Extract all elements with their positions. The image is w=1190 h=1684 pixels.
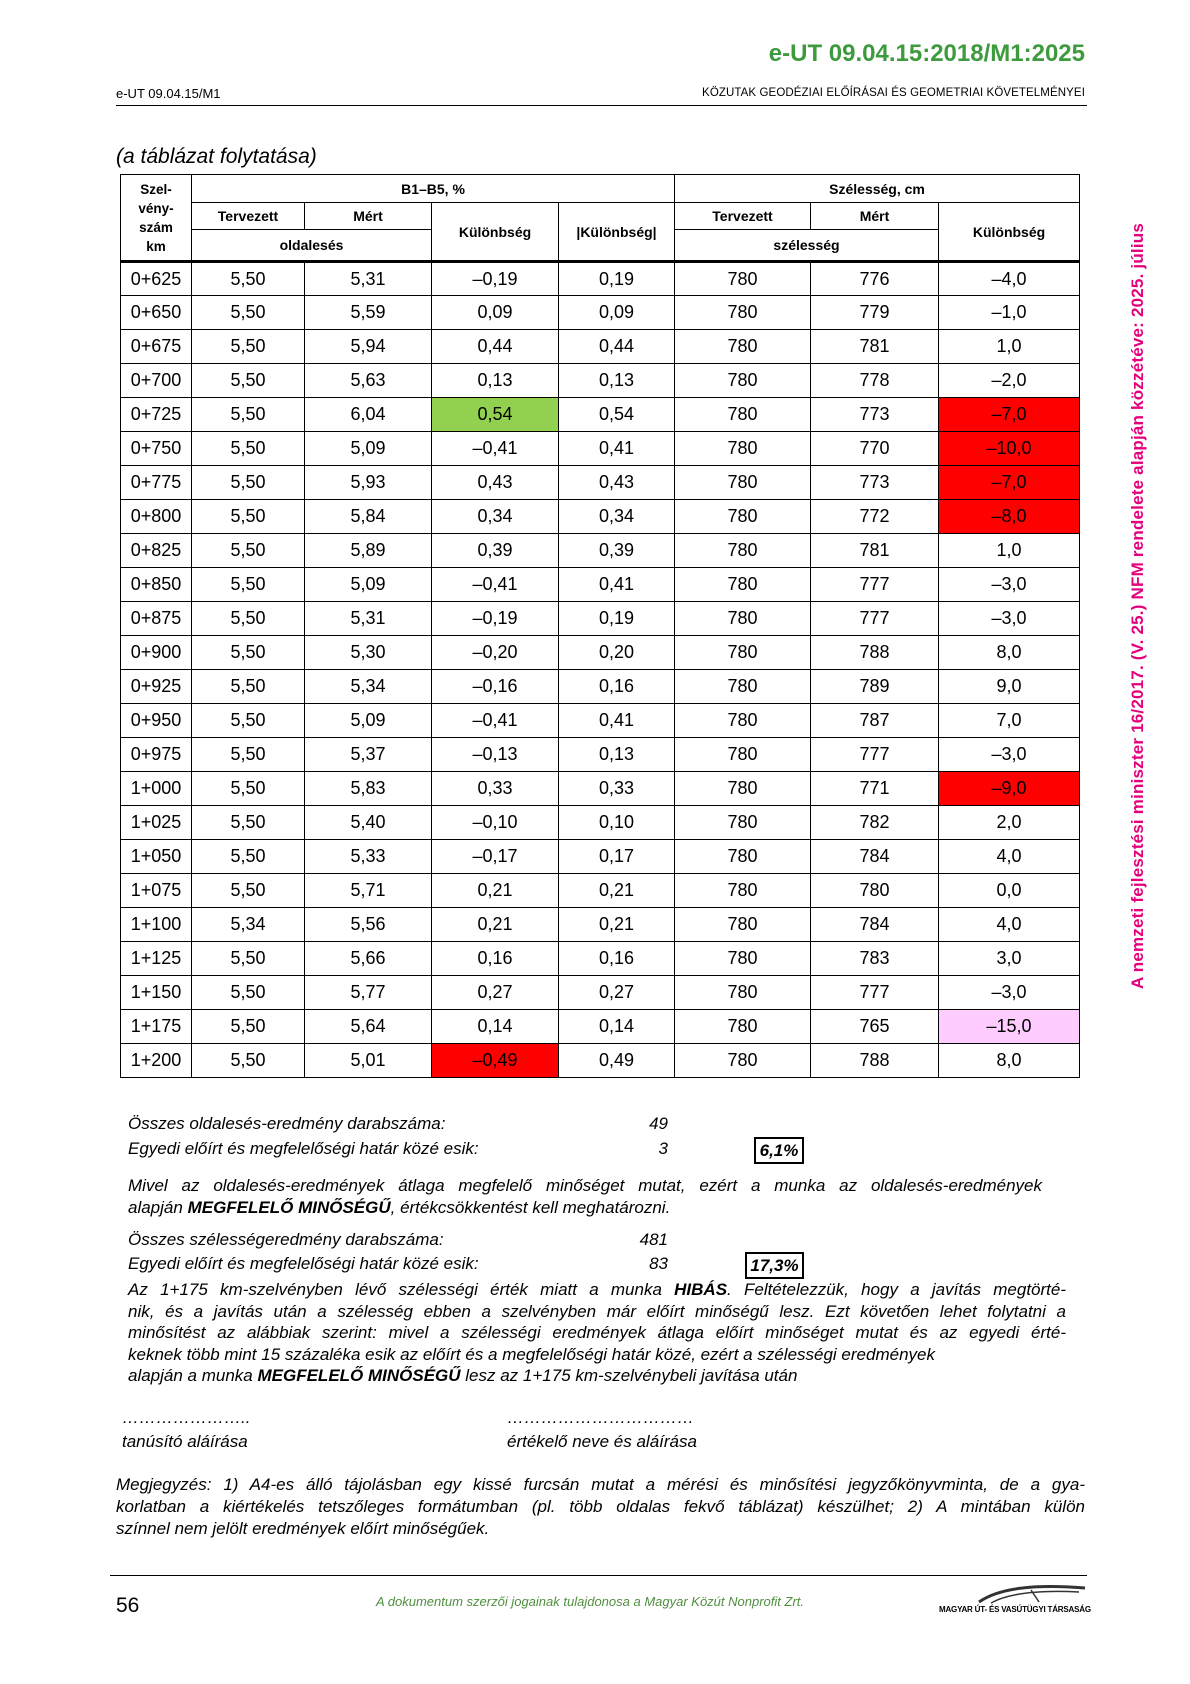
station-cell: 1+075: [121, 874, 192, 908]
designed-width-cell: 780: [675, 738, 811, 772]
text-segment: , értékcsökkentést kell meghatározni.: [390, 1197, 671, 1217]
crossfall-difference-cell: –0,16: [432, 670, 559, 704]
table-row: [121, 500, 1080, 534]
width-difference-cell: –9,0: [939, 772, 1080, 806]
table-row: [121, 262, 1080, 296]
width-difference-cell: –15,0: [939, 1010, 1080, 1044]
designed-crossfall-cell: 5,50: [192, 432, 305, 466]
designed-width-cell: 780: [675, 398, 811, 432]
width-difference-header: Különbség: [939, 203, 1080, 262]
footer-rule: [110, 1575, 1087, 1576]
crossfall-difference-cell: –0,41: [432, 432, 559, 466]
crossfall-difference-cell: 0,21: [432, 874, 559, 908]
table-row: [121, 840, 1080, 874]
measured-crossfall-cell: 5,33: [305, 840, 432, 874]
emphasis-text: MEGFELELŐ MINŐSÉGŰ: [257, 1366, 461, 1385]
crossfall-difference-cell: 0,33: [432, 772, 559, 806]
width-total-label: Összes szélességeredmény darabszáma:: [128, 1230, 444, 1249]
publisher-logo: [939, 1582, 1091, 1614]
crossfall-difference-cell: –0,13: [432, 738, 559, 772]
measured-crossfall-cell: 5,01: [305, 1044, 432, 1078]
text-line: Megjegyzés: 1) A4-es álló tájolásban egy kissé furcsán mutat a mérési és minősítési jegyzőkönyvminta, de a gya-: [116, 1475, 1085, 1494]
width-difference-cell: 1,0: [939, 330, 1080, 364]
measured-crossfall-cell: 5,89: [305, 534, 432, 568]
measured-width-cell: 776: [811, 262, 939, 296]
measured-crossfall-cell: 5,31: [305, 602, 432, 636]
table-caption: (a táblázat folytatása): [116, 145, 317, 168]
station-cell: 0+775: [121, 466, 192, 500]
width-difference-cell: –8,0: [939, 500, 1080, 534]
header-rule: [116, 105, 1087, 106]
width-difference-cell: –7,0: [939, 398, 1080, 432]
designed-crossfall-cell: 5,50: [192, 398, 305, 432]
table-row: [121, 670, 1080, 704]
measured-width-cell: 779: [811, 296, 939, 330]
table-row: [121, 908, 1080, 942]
crossfall-difference-header: Különbség: [432, 203, 559, 262]
station-header-line: szám: [139, 219, 173, 235]
designed-crossfall-cell: 5,50: [192, 330, 305, 364]
measured-width-cell: 778: [811, 364, 939, 398]
crossfall-abs-difference-cell: 0,17: [559, 840, 675, 874]
designed-width-cell: 780: [675, 296, 811, 330]
table-row: [121, 636, 1080, 670]
width-conclusion: [128, 1279, 1066, 1387]
text-line: [128, 1197, 1042, 1219]
station-cell: 0+625: [121, 262, 192, 296]
designed-crossfall-cell: 5,50: [192, 534, 305, 568]
designed-crossfall-cell: 5,50: [192, 670, 305, 704]
crossfall-abs-difference-cell: 0,39: [559, 534, 675, 568]
crossfall-difference-cell: 0,39: [432, 534, 559, 568]
measurement-table: [120, 174, 1080, 1078]
crossfall-difference-cell: 0,09: [432, 296, 559, 330]
measured-width-cell: 777: [811, 738, 939, 772]
side-publication-note: A nemzeti fejlesztési miniszter 16/2017. (V. 25.) NFM rendelete alapján közzétéve: 2025. július: [1128, 222, 1147, 990]
crossfall-range-label: Egyedi előírt és megfelelőségi határ közé esik:: [128, 1139, 479, 1158]
designed-width-cell: 780: [675, 704, 811, 738]
measured-width-header: Mért: [811, 203, 939, 230]
text-line: Mivel az oldalesés-eredmények átlaga megfelelő minőséget mutat, ezért a munka az oldalesés-eredmények: [128, 1176, 1042, 1195]
station-cell: 0+950: [121, 704, 192, 738]
designed-width-cell: 780: [675, 1044, 811, 1078]
measured-crossfall-cell: 6,04: [305, 398, 432, 432]
designed-width-cell: 780: [675, 364, 811, 398]
width-difference-cell: 3,0: [939, 942, 1080, 976]
crossfall-abs-difference-header: |Különbség|: [559, 203, 675, 262]
designed-width-cell: 780: [675, 602, 811, 636]
crossfall-difference-cell: 0,27: [432, 976, 559, 1010]
document-code: e-UT 09.04.15:2018/M1:2025: [768, 40, 1085, 67]
station-cell: 0+750: [121, 432, 192, 466]
crossfall-abs-difference-cell: 0,16: [559, 942, 675, 976]
measured-crossfall-cell: 5,93: [305, 466, 432, 500]
measured-width-cell: 771: [811, 772, 939, 806]
measured-width-cell: 777: [811, 976, 939, 1010]
measured-crossfall-cell: 5,83: [305, 772, 432, 806]
text-segment: Az 1+175 km-szelvényben lévő szélességi érték miatt a munka: [128, 1280, 675, 1299]
designed-width-cell: 780: [675, 806, 811, 840]
designed-crossfall-cell: 5,50: [192, 262, 305, 296]
width-range-label: Egyedi előírt és megfelelőségi határ közé esik:: [128, 1254, 479, 1273]
designed-crossfall-cell: 5,50: [192, 568, 305, 602]
width-percent-box: 17,3%: [745, 1252, 804, 1279]
station-cell: 0+875: [121, 602, 192, 636]
designed-width-cell: 780: [675, 874, 811, 908]
crossfall-abs-difference-cell: 0,10: [559, 806, 675, 840]
designed-width-cell: 780: [675, 466, 811, 500]
designed-width-cell: 780: [675, 534, 811, 568]
text-segment: alapján: [128, 1197, 188, 1217]
table-row: [121, 874, 1080, 908]
crossfall-difference-cell: 0,54: [432, 398, 559, 432]
table-row: [121, 296, 1080, 330]
measured-crossfall-cell: 5,31: [305, 262, 432, 296]
crossfall-abs-difference-cell: 0,19: [559, 602, 675, 636]
crossfall-difference-cell: 0,43: [432, 466, 559, 500]
width-difference-cell: 9,0: [939, 670, 1080, 704]
crossfall-abs-difference-cell: 0,44: [559, 330, 675, 364]
measured-crossfall-header: Mért: [305, 203, 432, 230]
designed-crossfall-cell: 5,34: [192, 908, 305, 942]
width-difference-cell: 1,0: [939, 534, 1080, 568]
designed-width-cell: 780: [675, 330, 811, 364]
width-difference-cell: 4,0: [939, 908, 1080, 942]
width-difference-cell: –3,0: [939, 738, 1080, 772]
designed-width-cell: 780: [675, 1010, 811, 1044]
measured-crossfall-cell: 5,56: [305, 908, 432, 942]
width-total-value: 481: [639, 1230, 668, 1249]
width-difference-cell: 8,0: [939, 1044, 1080, 1078]
evaluator-signature-label: értékelő neve és aláírása: [507, 1432, 697, 1451]
crossfall-percent-box: 6,1%: [754, 1137, 804, 1164]
station-cell: 1+000: [121, 772, 192, 806]
crossfall-abs-difference-cell: 0,27: [559, 976, 675, 1010]
station-cell: 0+650: [121, 296, 192, 330]
table-row: [121, 704, 1080, 738]
designed-width-cell: 780: [675, 670, 811, 704]
designed-crossfall-cell: 5,50: [192, 772, 305, 806]
certifier-signature-line: …………………..: [122, 1408, 251, 1427]
station-header: [121, 175, 192, 262]
logo-text: MAGYAR ÚT- ÉS VASÚTÜGYI TÁRSASÁG: [939, 1605, 1091, 1614]
crossfall-abs-difference-cell: 0,41: [559, 568, 675, 602]
station-header-line: km: [146, 238, 166, 254]
width-subheader: szélesség: [675, 230, 939, 262]
station-cell: 0+850: [121, 568, 192, 602]
width-difference-cell: 4,0: [939, 840, 1080, 874]
measured-width-cell: 784: [811, 840, 939, 874]
width-difference-cell: –3,0: [939, 568, 1080, 602]
table-row: [121, 330, 1080, 364]
measured-width-cell: 770: [811, 432, 939, 466]
crossfall-difference-cell: –0,17: [432, 840, 559, 874]
station-cell: 1+050: [121, 840, 192, 874]
measured-width-cell: 781: [811, 330, 939, 364]
width-difference-cell: –3,0: [939, 976, 1080, 1010]
designed-width-cell: 780: [675, 840, 811, 874]
crossfall-difference-cell: –0,19: [432, 262, 559, 296]
crossfall-difference-cell: 0,21: [432, 908, 559, 942]
measured-width-cell: 782: [811, 806, 939, 840]
designed-crossfall-header: Tervezett: [192, 203, 305, 230]
running-header-left: e-UT 09.04.15/M1: [116, 86, 221, 101]
crossfall-difference-cell: 0,44: [432, 330, 559, 364]
table-row: [121, 568, 1080, 602]
width-difference-cell: –4,0: [939, 262, 1080, 296]
crossfall-conclusion: [128, 1175, 1042, 1218]
crossfall-difference-cell: –0,49: [432, 1044, 559, 1078]
measured-width-cell: 773: [811, 398, 939, 432]
evaluator-signature-line: ……………………………: [507, 1408, 694, 1427]
crossfall-abs-difference-cell: 0,43: [559, 466, 675, 500]
width-difference-cell: –10,0: [939, 432, 1080, 466]
crossfall-subheader: oldalesés: [192, 230, 432, 262]
station-cell: 1+150: [121, 976, 192, 1010]
crossfall-difference-cell: 0,14: [432, 1010, 559, 1044]
table-body: [121, 262, 1080, 1078]
crossfall-abs-difference-cell: 0,20: [559, 636, 675, 670]
measured-crossfall-cell: 5,66: [305, 942, 432, 976]
measured-crossfall-cell: 5,09: [305, 432, 432, 466]
width-difference-cell: –3,0: [939, 602, 1080, 636]
table-row: [121, 738, 1080, 772]
measured-crossfall-cell: 5,34: [305, 670, 432, 704]
station-cell: 0+800: [121, 500, 192, 534]
crossfall-range-value: 3: [658, 1139, 668, 1158]
designed-width-cell: 780: [675, 262, 811, 296]
designed-crossfall-cell: 5,50: [192, 738, 305, 772]
table-header: [121, 175, 1080, 262]
crossfall-abs-difference-cell: 0,54: [559, 398, 675, 432]
designed-width-cell: 780: [675, 500, 811, 534]
crossfall-abs-difference-cell: 0,09: [559, 296, 675, 330]
crossfall-difference-cell: 0,13: [432, 364, 559, 398]
measured-width-cell: 781: [811, 534, 939, 568]
designed-crossfall-cell: 5,50: [192, 602, 305, 636]
measured-width-cell: 780: [811, 874, 939, 908]
table-row: [121, 364, 1080, 398]
designed-crossfall-cell: 5,50: [192, 466, 305, 500]
width-difference-cell: 2,0: [939, 806, 1080, 840]
crossfall-group-header: B1–B5, %: [192, 175, 675, 203]
crossfall-total-value: 49: [649, 1114, 668, 1133]
crossfall-difference-cell: –0,41: [432, 704, 559, 738]
measured-width-cell: 783: [811, 942, 939, 976]
table-row: [121, 398, 1080, 432]
designed-crossfall-cell: 5,50: [192, 364, 305, 398]
station-cell: 0+825: [121, 534, 192, 568]
designed-crossfall-cell: 5,50: [192, 840, 305, 874]
designed-width-cell: 780: [675, 432, 811, 466]
measured-crossfall-cell: 5,40: [305, 806, 432, 840]
designed-width-cell: 780: [675, 568, 811, 602]
measured-crossfall-cell: 5,64: [305, 1010, 432, 1044]
crossfall-abs-difference-cell: 0,19: [559, 262, 675, 296]
designed-width-cell: 780: [675, 976, 811, 1010]
table-row: [121, 772, 1080, 806]
station-cell: 1+025: [121, 806, 192, 840]
measured-crossfall-cell: 5,09: [305, 704, 432, 738]
table-row: [121, 602, 1080, 636]
crossfall-abs-difference-cell: 0,34: [559, 500, 675, 534]
measured-width-cell: 787: [811, 704, 939, 738]
crossfall-abs-difference-cell: 0,21: [559, 908, 675, 942]
designed-width-cell: 780: [675, 908, 811, 942]
station-cell: 1+175: [121, 1010, 192, 1044]
table-row: [121, 1010, 1080, 1044]
station-cell: 1+125: [121, 942, 192, 976]
designed-crossfall-cell: 5,50: [192, 1010, 305, 1044]
measured-width-cell: 777: [811, 568, 939, 602]
road-swoosh-icon: [939, 1582, 1087, 1604]
crossfall-difference-cell: –0,19: [432, 602, 559, 636]
designed-crossfall-cell: 5,50: [192, 296, 305, 330]
station-cell: 1+200: [121, 1044, 192, 1078]
measured-width-cell: 789: [811, 670, 939, 704]
width-difference-cell: 7,0: [939, 704, 1080, 738]
station-header-line: vény-: [138, 200, 174, 216]
designed-crossfall-cell: 5,50: [192, 1044, 305, 1078]
measured-width-cell: 784: [811, 908, 939, 942]
table-row: [121, 976, 1080, 1010]
station-cell: 1+100: [121, 908, 192, 942]
certifier-signature-label: tanúsító aláírása: [122, 1432, 248, 1451]
text-line: [128, 1365, 1066, 1387]
text-line: minősítést az alábbiak szerint: mivel a szélességi eredmények átlaga előírt minőséget mutat és az egyedi érté-: [128, 1323, 1066, 1342]
text-line: [128, 1279, 1066, 1301]
width-difference-cell: –1,0: [939, 296, 1080, 330]
text-line: színnel nem jelölt eredmények előírt minőségűek.: [116, 1519, 490, 1538]
measured-crossfall-cell: 5,77: [305, 976, 432, 1010]
crossfall-abs-difference-cell: 0,13: [559, 738, 675, 772]
width-range-value: 83: [649, 1254, 668, 1273]
designed-crossfall-cell: 5,50: [192, 636, 305, 670]
width-difference-cell: –7,0: [939, 466, 1080, 500]
measured-crossfall-cell: 5,71: [305, 874, 432, 908]
table-row: [121, 534, 1080, 568]
designed-width-cell: 780: [675, 942, 811, 976]
crossfall-abs-difference-cell: 0,33: [559, 772, 675, 806]
measured-width-cell: 772: [811, 500, 939, 534]
measured-crossfall-cell: 5,30: [305, 636, 432, 670]
text-line: keknek több mint 15 százaléka esik az előírt és a megfelelőségi határ közé, ezért a szélességi eredmények: [128, 1344, 935, 1364]
crossfall-abs-difference-cell: 0,41: [559, 704, 675, 738]
designed-crossfall-cell: 5,50: [192, 500, 305, 534]
text-segment: . Feltételezzük, hogy a javítás megtörté-: [727, 1280, 1066, 1299]
measured-crossfall-cell: 5,84: [305, 500, 432, 534]
crossfall-difference-cell: –0,10: [432, 806, 559, 840]
table-row: [121, 1044, 1080, 1078]
station-cell: 0+700: [121, 364, 192, 398]
station-header-line: Szel-: [140, 181, 172, 197]
station-cell: 0+900: [121, 636, 192, 670]
text-segment: lesz az 1+175 km-szelvénybeli javítása után: [460, 1366, 798, 1385]
crossfall-abs-difference-cell: 0,14: [559, 1010, 675, 1044]
measured-crossfall-cell: 5,94: [305, 330, 432, 364]
measured-crossfall-cell: 5,59: [305, 296, 432, 330]
station-cell: 0+925: [121, 670, 192, 704]
copyright-notice: A dokumentum szerzői jogainak tulajdonosa a Magyar Közút Nonprofit Zrt.: [375, 1594, 804, 1609]
station-cell: 0+675: [121, 330, 192, 364]
designed-width-cell: 780: [675, 636, 811, 670]
page-number: 56: [116, 1594, 140, 1617]
table-row: [121, 942, 1080, 976]
crossfall-difference-cell: –0,20: [432, 636, 559, 670]
text-line: korlatban a kiértékelés tetszőleges formátumban (pl. több oldalas fekvő táblázat) készülhet; 2) A mintában külön: [116, 1497, 1085, 1516]
width-difference-cell: 0,0: [939, 874, 1080, 908]
crossfall-difference-cell: 0,34: [432, 500, 559, 534]
measured-width-cell: 773: [811, 466, 939, 500]
designed-crossfall-cell: 5,50: [192, 976, 305, 1010]
designed-width-cell: 780: [675, 772, 811, 806]
measured-crossfall-cell: 5,09: [305, 568, 432, 602]
designed-width-header: Tervezett: [675, 203, 811, 230]
crossfall-difference-cell: 0,16: [432, 942, 559, 976]
crossfall-total-label: Összes oldalesés-eredmény darabszáma:: [128, 1114, 446, 1133]
table-row: [121, 466, 1080, 500]
measured-width-cell: 777: [811, 602, 939, 636]
crossfall-abs-difference-cell: 0,41: [559, 432, 675, 466]
crossfall-difference-cell: –0,41: [432, 568, 559, 602]
emphasis-text: HIBÁS: [674, 1280, 728, 1299]
width-difference-cell: –2,0: [939, 364, 1080, 398]
note-paragraph: [116, 1474, 1085, 1540]
table-row: [121, 432, 1080, 466]
crossfall-abs-difference-cell: 0,21: [559, 874, 675, 908]
station-cell: 0+725: [121, 398, 192, 432]
running-header-right: KÖZUTAK GEODÉZIAI ELŐÍRÁSAI ÉS GEOMETRIAI KÖVETELMÉNYEI: [702, 87, 1085, 99]
crossfall-abs-difference-cell: 0,16: [559, 670, 675, 704]
width-difference-cell: 8,0: [939, 636, 1080, 670]
text-segment: alapján a munka: [128, 1366, 258, 1385]
designed-crossfall-cell: 5,50: [192, 874, 305, 908]
station-cell: 0+975: [121, 738, 192, 772]
crossfall-abs-difference-cell: 0,13: [559, 364, 675, 398]
text-line: nik, és a javítás után a szélesség ebben a szelvényben már előírt minőségű lesz. Ezt követően lehet folytatni a: [128, 1301, 1066, 1321]
emphasis-text: MEGFELELŐ MINŐSÉGŰ: [187, 1197, 391, 1217]
table-row: [121, 806, 1080, 840]
designed-crossfall-cell: 5,50: [192, 704, 305, 738]
measured-width-cell: 788: [811, 636, 939, 670]
designed-crossfall-cell: 5,50: [192, 806, 305, 840]
crossfall-abs-difference-cell: 0,49: [559, 1044, 675, 1078]
measured-crossfall-cell: 5,37: [305, 738, 432, 772]
width-group-header: Szélesség, cm: [675, 175, 1080, 203]
measured-width-cell: 788: [811, 1044, 939, 1078]
designed-crossfall-cell: 5,50: [192, 942, 305, 976]
measured-width-cell: 765: [811, 1010, 939, 1044]
measured-crossfall-cell: 5,63: [305, 364, 432, 398]
